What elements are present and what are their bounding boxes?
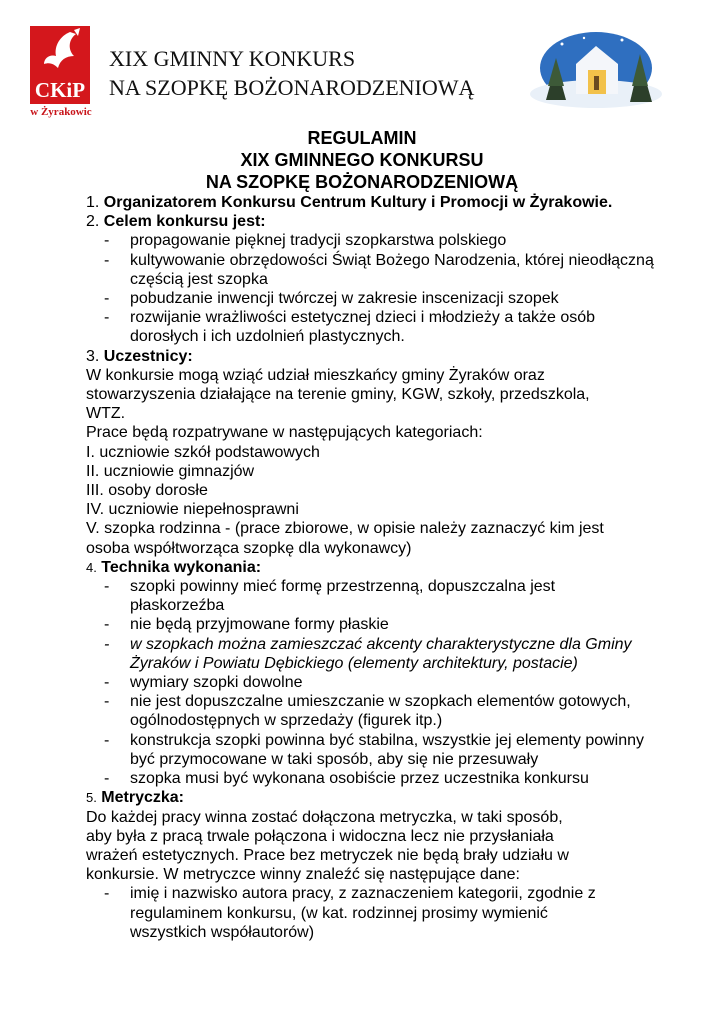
list-item: - wymiary szopki dowolne [104, 674, 303, 692]
section-number: 4. [86, 559, 97, 575]
category-item: II. uczniowie gimnazjów [86, 462, 255, 480]
section-heading: Technika wykonania: [101, 558, 262, 576]
document-title [0, 127, 724, 193]
paragraph: Prace będą rozpatrywane w następujących kategoriach: [86, 424, 483, 442]
category-item: IV. uczniowie niepełnosprawni [86, 501, 299, 519]
title-line: NA SZOPKĘ BOŻONARODZENIOWĄ [205, 172, 519, 192]
list-item: - nie będą przyjmowane formy płaskie [104, 616, 389, 634]
section-heading: Celem konkursu jest: [103, 213, 266, 231]
category-item: III. osoby dorosłe [86, 482, 208, 500]
winter-nativity-illustration [526, 24, 662, 108]
category-item: I. uczniowie szkół podstawowych [86, 443, 320, 461]
section-3 [86, 347, 666, 366]
ckip-logo [28, 26, 94, 126]
title-line: REGULAMIN [307, 128, 417, 148]
list-item: - nie jest dopuszczalne umieszczanie w szopkach elementów gotowych, ogólnodostępnych w sprzedaży (figurek itp.) [104, 693, 631, 730]
logo-subtext: w Żyrakowic [30, 106, 92, 118]
list-item: - szopki powinny mieć formę przestrzenną, dopuszczalna jest płaskorzeźba [104, 578, 556, 615]
paragraph: Do każdej pracy winna zostać dołączona metryczka, w taki sposób, aby była z pracą trwale połączona i widoczna lecz nie przysłaniała wrażeń estetycznych. Prace bez metryczek nie będą brały udziału w konkursie. W metryczce winny znaleźć się następujące dane: [86, 808, 569, 884]
title-line: XIX GMINNEGO KONKURSU [240, 150, 484, 170]
list-item: - kultywowanie obrzędowości Świąt Bożego Narodzenia, której nieodłączną częścią jest szopka [104, 251, 654, 288]
header-title [109, 44, 474, 102]
header-title-line: XIX GMINNY KONKURS [109, 46, 356, 71]
angel-icon [30, 26, 90, 78]
section-number: 5. [86, 790, 97, 806]
list-item: - w szopkach można zamieszczać akcenty charakterystyczne dla Gminy Żyraków i Powiatu Dębickiego (elementy architektury, postacie) [104, 635, 632, 672]
header-title-line: NA SZOPKĘ BOŻONARODZENIOWĄ [109, 75, 475, 100]
list-item: - szopka musi być wykonana osobiście przez uczestnika konkursu [104, 770, 589, 788]
document-body [86, 193, 666, 942]
logo-text: CKiP [34, 78, 86, 102]
section-number: 1. [86, 194, 100, 211]
section-number: 2. [86, 213, 100, 231]
section-2 [86, 212, 666, 231]
category-item: V. szopka rodzinna - (prace zbiorowe, w opisie należy zaznaczyć kim jest osoba współtworząca szopkę dla wykonawcy) [86, 520, 604, 557]
section-1 [86, 193, 666, 212]
list-item: - propagowanie pięknej tradycji szopkarstwa polskiego [104, 232, 507, 250]
section-text: Organizatorem Konkursu Centrum Kultury i Promocji w Żyrakowie. [103, 194, 613, 211]
section-heading: Metryczka: [101, 789, 184, 807]
list-item: - imię i nazwisko autora pracy, z zaznaczeniem kategorii, zgodnie z regulaminem konkursu, (w kat. rodzinnej prosimy wymienić wszystkich współautorów) [104, 885, 596, 941]
section-5 [86, 788, 666, 807]
list-item: - rozwijanie wrażliwości estetycznej dzieci i młodzieży a także osób dorosłych i ich uzdolnień plastycznych. [104, 309, 596, 346]
section-heading: Uczestnicy: [103, 347, 193, 365]
section-number: 3. [86, 347, 100, 365]
list-item: - pobudzanie inwencji twórczej w zakresie inscenizacji szopek [104, 290, 559, 308]
paragraph: W konkursie mogą wziąć udział mieszkańcy gminy Żyraków oraz stowarzyszenia działające na terenie gminy, KGW, szkoły, przedszkola, WTZ. [86, 366, 590, 423]
section-4 [86, 558, 666, 577]
list-item: - konstrukcja szopki powinna być stabilna, wszystkie jej elementy powinny być przymocowane w taki sposób, aby się nie przesuwały [104, 731, 645, 768]
